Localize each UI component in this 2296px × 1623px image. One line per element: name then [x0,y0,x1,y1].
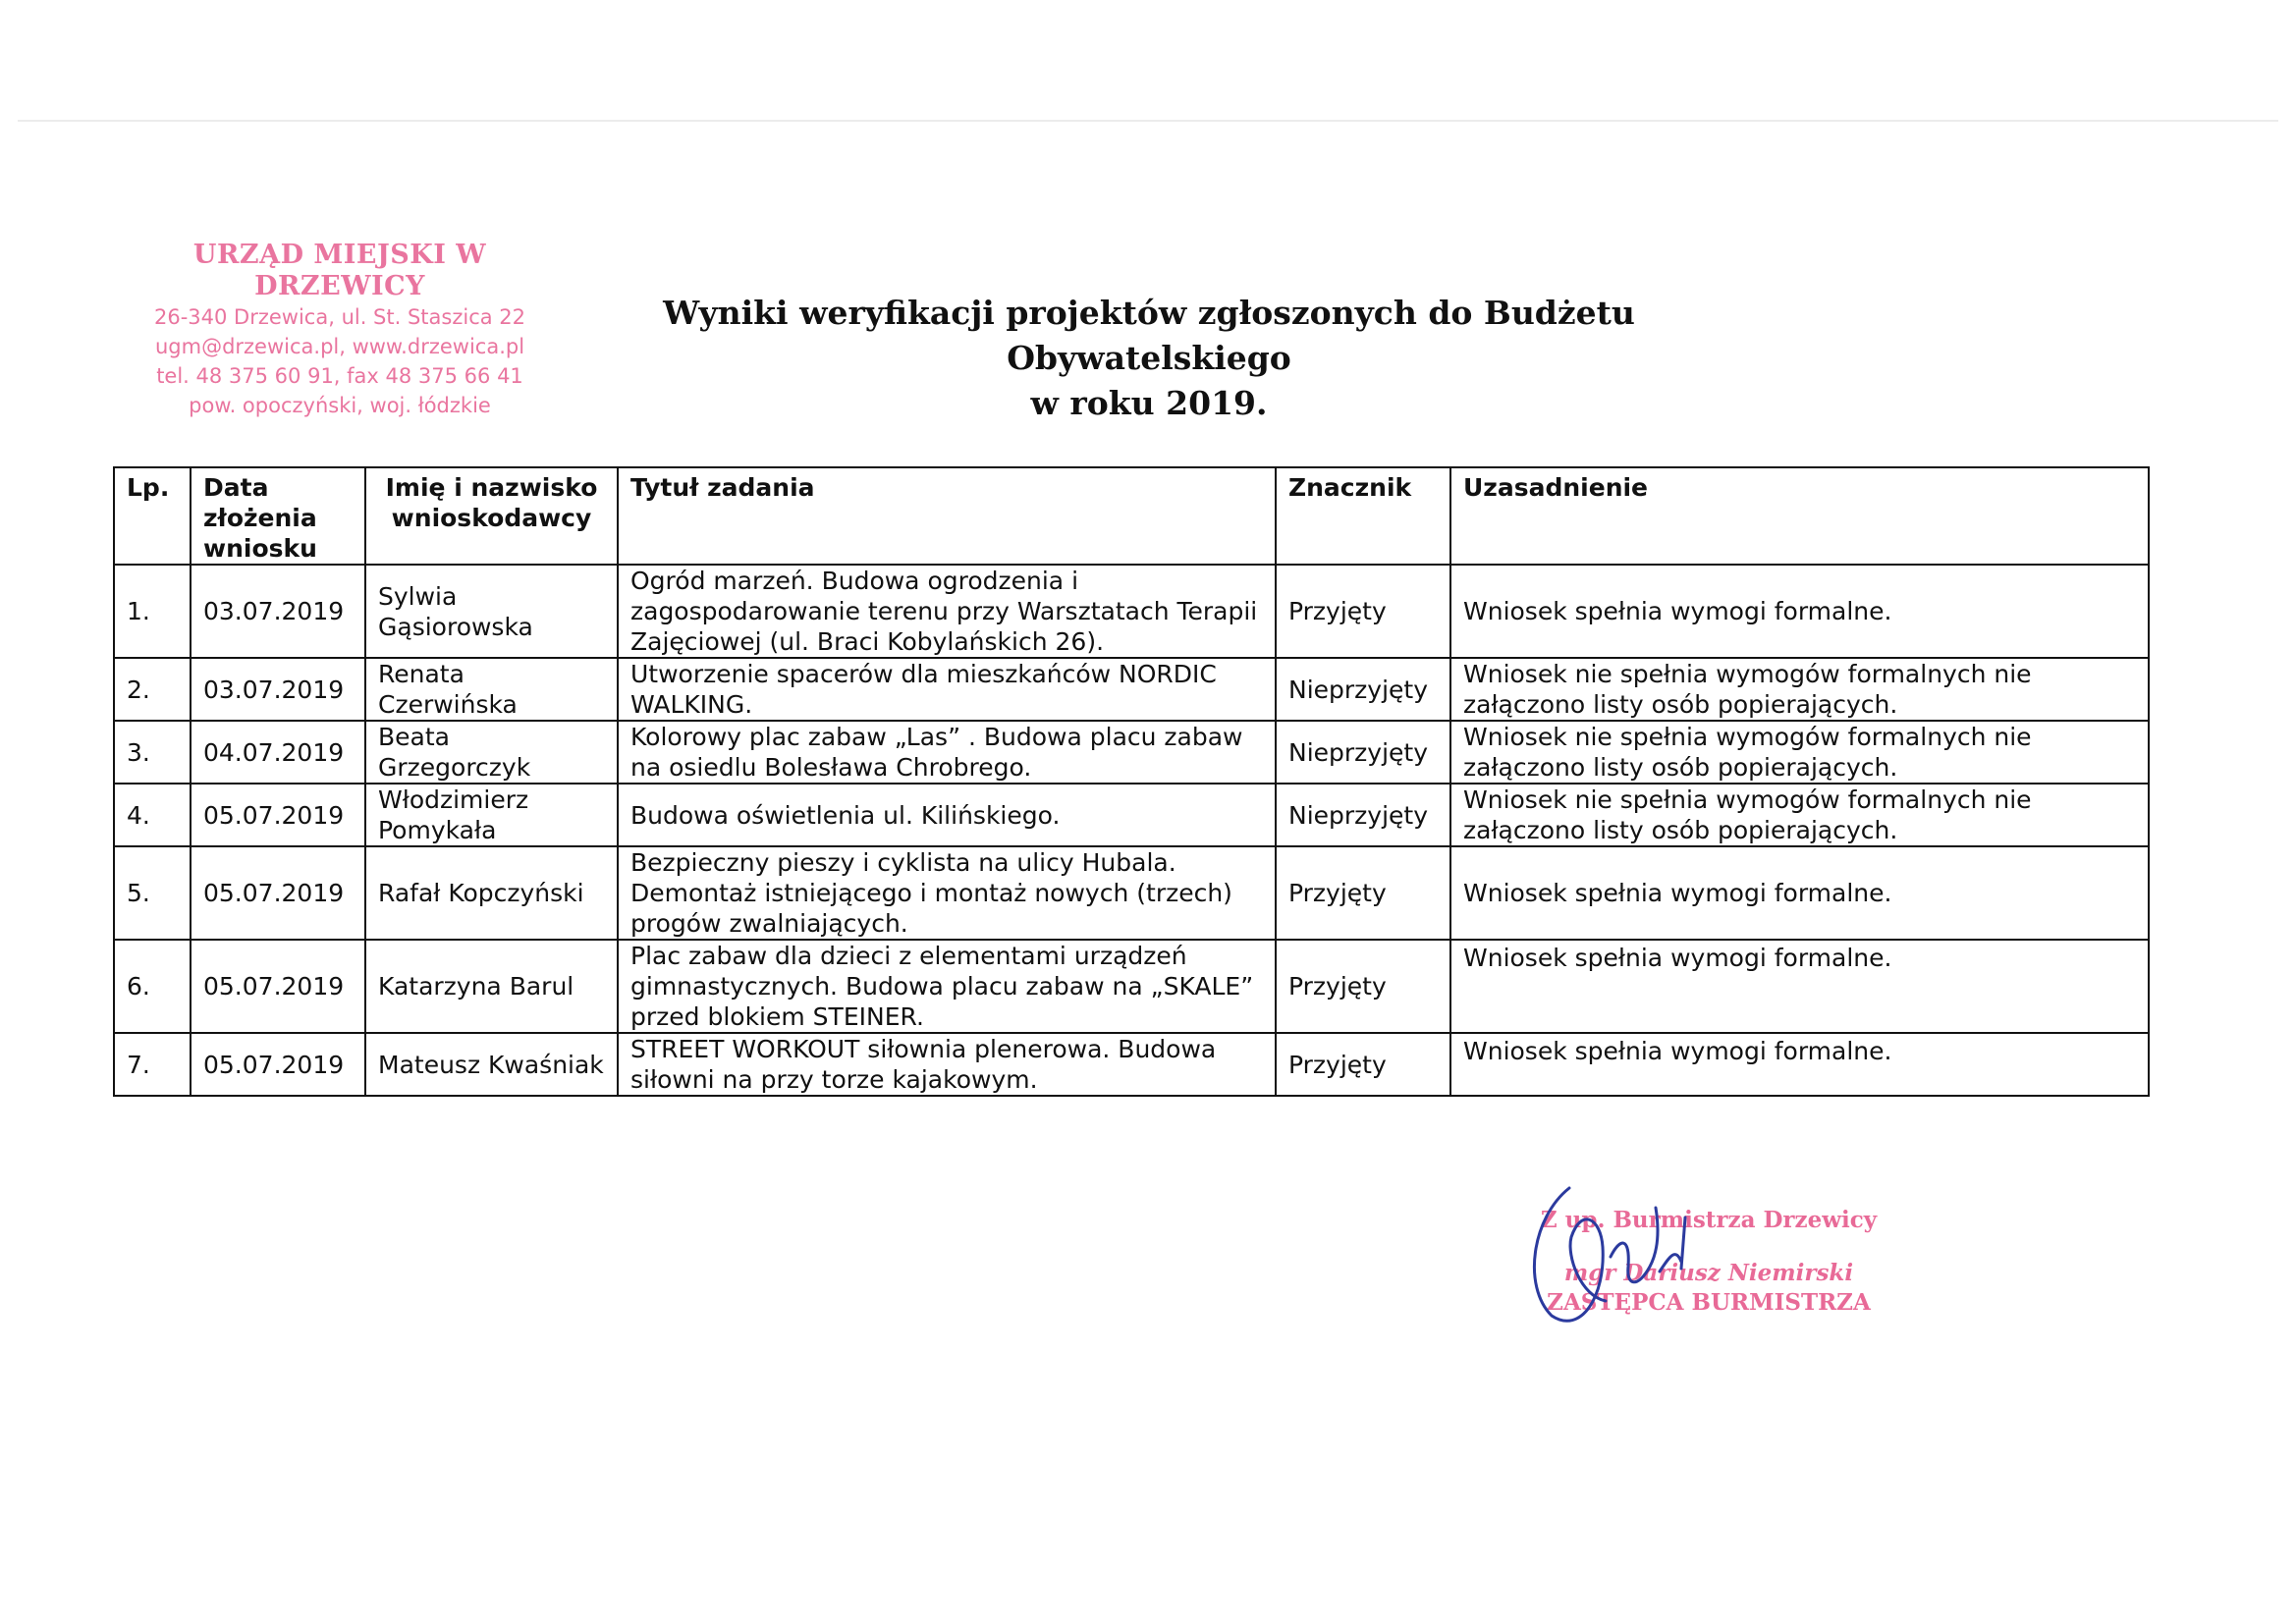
table-row [114,846,2149,940]
cell-name: Beata Grzegorczyk [365,721,618,784]
cell-name: Mateusz Kwaśniak [365,1033,618,1096]
cell-date: 03.07.2019 [191,565,365,658]
cell-lp: 5. [114,846,191,940]
cell-status: Nieprzyjęty [1276,658,1450,721]
stamp-phone: tel. 48 375 60 91, fax 48 375 66 41 [156,364,523,388]
table-header-row [114,467,2149,565]
cell-task: Budowa oświetlenia ul. Kilińskiego. [618,784,1276,846]
cell-task: Bezpieczny pieszy i cyklista na ulicy Hubala. Demontaż istniejącego i montaż nowych (trzech) progów zwalniających. [618,846,1276,940]
signature-line-1: Z up. Burmistrza Drzewicy [1540,1207,1878,1233]
cell-status: Nieprzyjęty [1276,721,1450,784]
header-date: Data złożenia wniosku [191,467,365,565]
table-row [114,940,2149,1033]
cell-task: Plac zabaw dla dzieci z elementami urządzeń gimnastycznych. Budowa placu zabaw na „SKALE” przed blokiem STEINER. [618,940,1276,1033]
cell-name: Katarzyna Barul [365,940,618,1033]
cell-reason: Wniosek spełnia wymogi formalne. [1450,1033,2149,1096]
cell-date: 05.07.2019 [191,940,365,1033]
table-row [114,784,2149,846]
table-row [114,658,2149,721]
stamp-region: pow. opoczyński, woj. łódzkie [189,394,491,417]
signature-line-2: mgr Dariusz Niemirski [1563,1260,1854,1286]
cell-name: Sylwia Gąsiorowska [365,565,618,658]
table-row [114,721,2149,784]
cell-status: Przyjęty [1276,846,1450,940]
cell-reason: Wniosek spełnia wymogi formalne. [1450,940,2149,1033]
header-lp: Lp. [114,467,191,565]
office-stamp [124,240,556,420]
cell-lp: 1. [114,565,191,658]
document-title [550,291,1748,426]
cell-name: Renata Czerwińska [365,658,618,721]
cell-reason: Wniosek nie spełnia wymogów formalnych nie załączono listy osób popierających. [1450,658,2149,721]
cell-date: 05.07.2019 [191,846,365,940]
cell-name: Włodzimierz Pomykała [365,784,618,846]
cell-lp: 2. [114,658,191,721]
cell-status: Przyjęty [1276,565,1450,658]
header-status: Znacznik [1276,467,1450,565]
results-table [113,466,2150,1097]
cell-lp: 6. [114,940,191,1033]
header-reason: Uzasadnienie [1450,467,2149,565]
table-row [114,1033,2149,1096]
cell-status: Przyjęty [1276,940,1450,1033]
cell-reason: Wniosek spełnia wymogi formalne. [1450,846,2149,940]
cell-date: 04.07.2019 [191,721,365,784]
cell-lp: 7. [114,1033,191,1096]
header-name: Imię i nazwisko wnioskodawcy [365,467,618,565]
title-line-1: Wyniki weryfikacji projektów zgłoszonych do Budżetu Obywatelskiego [663,294,1635,377]
cell-reason: Wniosek nie spełnia wymogów formalnych nie załączono listy osób popierających. [1450,784,2149,846]
cell-date: 05.07.2019 [191,1033,365,1096]
stamp-heading: URZĄD MIEJSKI W DRZEWICY [192,240,487,301]
cell-date: 03.07.2019 [191,658,365,721]
cell-status: Przyjęty [1276,1033,1450,1096]
header-task: Tytuł zadania [618,467,1276,565]
title-line-2: w roku 2019. [1030,384,1268,422]
handwritten-signature-icon [1512,1178,1768,1345]
cell-reason: Wniosek spełnia wymogi formalne. [1450,565,2149,658]
cell-reason: Wniosek nie spełnia wymogów formalnych nie załączono listy osób popierających. [1450,721,2149,784]
cell-date: 05.07.2019 [191,784,365,846]
cell-name: Rafał Kopczyński [365,846,618,940]
signature-line-3: ZASTĘPCA BURMISTRZA [1547,1289,1871,1316]
top-divider [18,120,2278,122]
cell-status: Nieprzyjęty [1276,784,1450,846]
cell-task: Ogród marzeń. Budowa ogrodzenia i zagospodarowanie terenu przy Warsztatach Terapii Zajęciowej (ul. Braci Kobylańskich 26). [618,565,1276,658]
stamp-address: 26-340 Drzewica, ul. St. Staszica 22 [153,305,526,329]
table-row [114,565,2149,658]
cell-lp: 3. [114,721,191,784]
cell-lp: 4. [114,784,191,846]
cell-task: Utworzenie spacerów dla mieszkańców NORDIC WALKING. [618,658,1276,721]
cell-task: STREET WORKOUT siłownia plenerowa. Budowa siłowni na przy torze kajakowym. [618,1033,1276,1096]
cell-task: Kolorowy plac zabaw „Las” . Budowa placu zabaw na osiedlu Bolesława Chrobrego. [618,721,1276,784]
stamp-contact: ugm@drzewica.pl, www.drzewica.pl [154,335,525,358]
